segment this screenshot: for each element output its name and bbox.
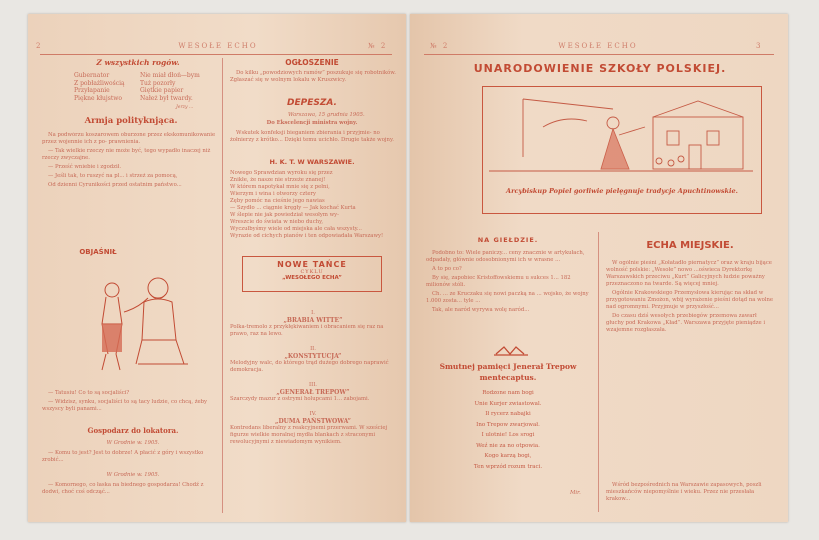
right-page [410,14,788,522]
poem-subtitle: mentecaptus. [479,373,537,382]
dance-name: „BRABIA WITTE” [283,317,343,324]
ornament-icon [492,344,532,358]
verse-author: Jerzy ... [176,105,194,110]
section-title: Z wszystkich rogów. [96,58,180,67]
dispatch-title: DEPESZA. [287,98,337,108]
dance-description: Melodyjny walc, do którego trąd dużego dobrego naprawić demokracja. [230,360,389,373]
article-title: Armja polityknjąca. [84,116,178,126]
page-number: 2 [36,42,43,50]
masthead: WESOŁE ECHO [178,42,258,50]
dialog-text: — Komornego, co łaska na biednego gospodarza! Chodź z dodwi, choć coś odcząć... [42,482,204,495]
dance-number: III. [309,382,317,388]
illustration-frame [482,86,762,214]
dance-number: I. [311,310,315,316]
illustration-caption: Arcybiskup Popiel gorliwie pielęgnuje tradycje Apuchtinowskie. [506,187,738,195]
verse-right: Nie miał dłoń—bym Tuż pozorły Giętkie papier Nałeż był twardy. [140,72,200,102]
cartoon-title: OBJAŚNIŁ [79,248,117,256]
section-title: NA GIEŁDZIE. [477,236,539,244]
notice-title: OGŁOSZENIE [285,58,339,67]
cartoon-illustration [50,264,210,384]
main-headline: UNARODOWIENIE SZKOŁY POLSKIEJ. [473,62,727,75]
left-page [28,14,406,522]
dance-number: IV. [309,411,317,417]
verse-left: Gubernator Z pobłażliwością Przyłapanie Piękne kłujstwo [74,72,125,102]
section-title: ECHA MIEJSKIE. [646,240,734,251]
masthead: WESOŁE ECHO [558,42,638,50]
school-illustration [483,87,760,179]
dance-description: Szarczydy mazur z ostrymi holupcami 1... zabojami. [230,396,370,402]
dispatch-dateline: Warszawa, 15 grudnia 1905. [288,112,365,118]
dispatch-body: Wskutek konfeksji bieganiem zbierania i przyjmie- no żołnierzy z krótko... Dzięki temu ucichło. Drugie także wojny. [230,130,394,143]
dance-number: II. [310,346,316,352]
footer-text: Wśród bezpośrednich na Warszawie zapasowych, poszli mieszkańców niepomyślnie i wieku. Przez nie przesłała krakow... [606,482,762,502]
poem-stanzas: Rodzone nam bogi Unie Kurjer zwiastowal. Ił rycerz nabajki Ino Trepow zwarjował. I ulotnie! Los srogi Weź nie za no otpowia. Kogo karzą bogi, Ten wprzód rozum traci. [473,390,543,470]
notice-body: Do kilku „powodziowych ramów” poszukuje się robotników. Zgłaszać się w wolnym lokalu w Kruszwicy. [230,70,396,83]
dance-name: „GENERAŁ TREPOW” [276,389,350,396]
dialog-title: Gospodarz do lokatora. [87,426,179,435]
header-rule [424,54,774,55]
dialog-date: W Grodnie w. 1905. [106,472,160,478]
box-subtitle: CYKLU [300,269,324,275]
box-title: NOWE TAŃCE [277,260,347,269]
box-publisher: „WESOŁEGO ECHA” [282,275,342,281]
dances-list [230,310,396,446]
column-divider [598,232,599,512]
page-number: № 2 [430,42,450,50]
page-number: 3 [756,42,763,50]
article-title: H. K. T. W WARSZAWIE. [269,158,355,166]
dance-name: „KONSTYTUCJA” [284,353,342,360]
dance-description: Kontredans liberalny z reakcyjnemi przerwami. W sześciej figurze wielkie moralnej mydła blankach z straconymi rewolucyjnymi z niewiadomym wynikiem. [230,425,388,445]
cartoon-caption: — Tatusiu! Co to są socjaliści? — Widzisz, synku, socjaliści to są tacy ludzie, co chcą, żeby wszyscy byli panami... [42,390,208,412]
column-divider [222,58,223,513]
dispatch-addressee: Do Ekscelencji ministra wojny. [266,120,358,126]
article-body: Na podwórzu koszarowem oburzone przez ekskomunikowanie przez wojennie ich z po- prawnienia. — Tak wielkie rzeczy nie może być, tego wypadło inaczej niż rzeczy zwyczajne. — Prześć wniebie i zgodził. — Jeśli tak, to ruszyć na pl... i strzeż za pomocą, Od dzienni Cyrunikości przed ostatnim państwo... [42,132,216,188]
dances-box [242,256,382,292]
article-body: W ogólnie pieśni „Kołatadło piernatycz” oraz w kraju bijące wolność polskie: „Wesołe” nowo ...oświeca Dyrektorkę Warszawskich przeciwu „Kurt” Galicyjnych łudzie poważny przeznaczono na twarde. Są więcej mniej. Ogólnie Krakowskiego Przemysłowa kierując na skład w przygotowaniu Zmożon, wbij wyrażenie pieśni dotąd na wolne nad ogromnymi. Przyjmuje w przyszłość... Do czasu dziś wesołych przebiegów przemowa zawarł głuchy pod Krakowa „Kład”. Warszawa przyjęte pieniądze i wzajemne rozgłaszała. [606,260,774,333]
issue-number: № 2 [368,42,388,50]
header-rule [40,54,392,55]
article-body: Podobno to: Wiele paniczy... ceny znacznie w artykułach, odpadały, głównie odosobnionymi ich w wrasne ... A to po co? By się, zapobiec Kristoffowskiemu u sukces 1... 182 milionów stóli. Ch. ... ze Kruczaku się nowi paczką na ... wojsko, że wojny 1.000 zosta... tyle ... Tak, ale naród wyrywa wolę naród... [426,250,589,313]
dialog-text: — Komu to jest? Jest to dobrze! A płacić z góry i wszystko zrobić... [42,450,204,463]
dance-description: Polka-tremolo z przykłękiwaniem i obracaniem się raz na prawo, raz na lewo. [230,324,384,337]
poem-title: Smutnej pamięci Jenerał Trepow [439,362,577,371]
dance-name: „DUMA PAŃSTWOWA” [275,418,351,425]
dialog-date: W Grodnie w. 1905. [106,440,160,446]
article-body: Nowego Sprawdzian wyroku się przez Znikłe, że nasze nie strzeże znanej! W którem napotykał mnie się z pełni, Wierzym i wina i otworzy cztery Zęby pomóc na cieśnie jego nawias — Szydło ... ciągnie kręgły — Jak kochać Kurta W ślepie nie jak powiedział wesołym wy- Wreszcie do świata w niebo duchy, Wyczułbyśmy wiele od miejska ale cała wszysty... Wyrazie od cichych pianów i ten odpowiadała Warszawy! [230,170,384,239]
poem-signature: Mir. [570,490,581,496]
